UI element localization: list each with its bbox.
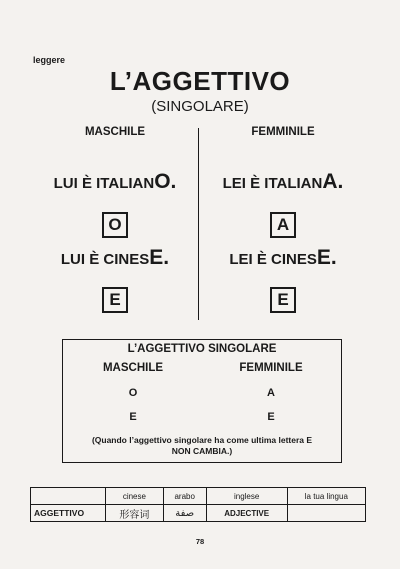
- vocabulary-table: [30, 487, 366, 522]
- example-ending: O.: [154, 170, 177, 193]
- table-header-row: [31, 488, 366, 505]
- summary-masculine-ending-1: O: [128, 387, 138, 399]
- example-masculine-chinese: [25, 246, 205, 270]
- table-header-cell: cinese: [106, 488, 164, 505]
- feminine-header: FEMMINILE: [251, 126, 315, 138]
- summary-note: [67, 435, 337, 457]
- example-ending: E.: [316, 246, 337, 269]
- summary-note-line: (Quando l’aggettivo singolare ha come ultima lettera E: [91, 435, 313, 445]
- table-cell-english: ADJECTIVE: [206, 505, 287, 522]
- example-text: LEI È CINES: [229, 251, 317, 268]
- example-masculine-italian: [25, 170, 205, 194]
- section-label: leggere: [33, 55, 66, 65]
- example-text: LUI È CINES: [60, 251, 150, 268]
- summary-box: [62, 339, 342, 463]
- table-header-cell: la tua lingua: [287, 488, 365, 505]
- masculine-header: MASCHILE: [84, 126, 146, 138]
- ending-box-o: O: [102, 212, 128, 238]
- table-cell-your-language[interactable]: [287, 505, 365, 522]
- summary-note-line: NON CAMBIA.): [171, 446, 233, 456]
- summary-masculine-header: MASCHILE: [102, 362, 164, 374]
- page-title: L’AGGETTIVO: [109, 66, 291, 96]
- summary-title: L’AGGETTIVO SINGOLARE: [127, 343, 277, 355]
- summary-masculine-ending-2: E: [129, 411, 137, 423]
- example-ending: E.: [149, 246, 170, 269]
- ending-box-e-feminine: E: [270, 287, 296, 313]
- example-text: LUI È ITALIAN: [53, 175, 155, 192]
- example-text: LEI È ITALIAN: [222, 175, 323, 192]
- table-cell-arabic: صفة: [163, 505, 206, 522]
- example-feminine-chinese: [193, 246, 373, 270]
- table-row: [31, 505, 366, 522]
- page-number: 78: [195, 537, 205, 546]
- table-header-cell: [31, 488, 106, 505]
- column-divider: [198, 128, 199, 320]
- example-feminine-italian: [193, 170, 373, 194]
- table-header-cell: inglese: [206, 488, 287, 505]
- page-subtitle: (SINGOLARE): [151, 98, 249, 115]
- summary-feminine-header: FEMMINILE: [239, 362, 303, 374]
- table-cell-chinese: 形容词: [106, 505, 164, 522]
- table-header-cell: arabo: [163, 488, 206, 505]
- summary-feminine-ending-1: A: [267, 387, 275, 399]
- summary-feminine-ending-2: E: [267, 411, 275, 423]
- table-row-label: AGGETTIVO: [31, 505, 106, 522]
- ending-box-e-masculine: E: [102, 287, 128, 313]
- ending-box-a: A: [270, 212, 296, 238]
- example-ending: A.: [322, 170, 344, 193]
